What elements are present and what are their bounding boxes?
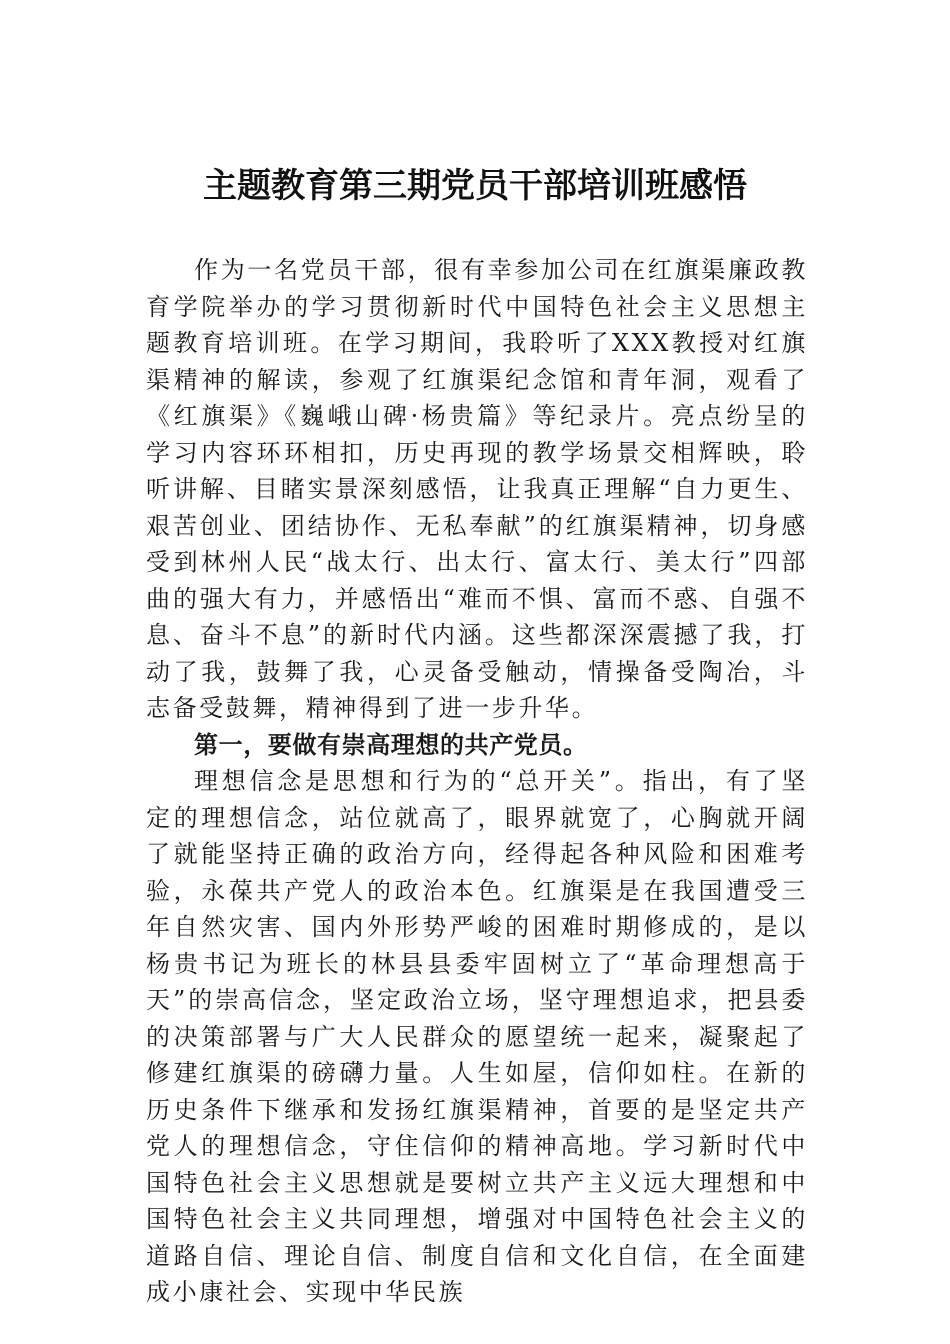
document-title: 主题教育第三期党员干部培训班感悟 — [203, 166, 747, 206]
intro-paragraph: 作为一名党员干部，很有幸参加公司在红旗渠廉政教育学院举办的学习贯彻新时代中国特色社会主义思想主题教育培训班。在学习期间，我聆听了XXX教授对红旗渠精神的解读，参观了红旗渠纪念馆和青年洞，观看了《红旗渠》《巍峨山碑·杨贵篇》等纪录片。亮点纷呈的学习内容环环相扣，历史再现的教学场景交相辉映，聆听讲解、目睹实景深刻感悟，让我真正理解“自力更生、艰苦创业、团结协作、无私奉献”的红旗渠精神，切身感受到林州人民“战太行、出太行、富太行、美太行”四部曲的强大有力，并感悟出“难而不惧、富而不惑、自强不息、奋斗不息”的新时代内涵。这些都深深震撼了我，打动了我，鼓舞了我，心灵备受触动，情操备受陶冶，斗志备受鼓舞，精神得到了进一步升华。 — [146, 256, 808, 722]
section-paragraph: 理想信念是思想和行为的“总开关”。指出，有了坚定的理想信念，站位就高了，眼界就宽了，心胸就开阔了就能坚持正确的政治方向，经得起各种风险和困难考验，永葆共产党人的政治本色。红旗渠是在我国遭受三年自然灾害、国内外形势严峻的困难时期修成的，是以杨贵书记为班长的林县县委牢固树立了“革命理想高于天”的崇高信念，坚定政治立场，坚守理想追求，把县委的决策部署与广大人民群众的愿望统一起来，凝聚起了修建红旗渠的磅礴力量。人生如屋，信仰如柱。在新的历史条件下继承和发扬红旗渠精神，首要的是坚定共产党人的理想信念，守住信仰的精神高地。学习新时代中国特色社会主义思想就是要树立共产主义远大理想和中国特色社会主义共同理想，增强对中国特色社会主义的道路自信、理论自信、制度自信和文化自信，在全面建成小康社会、实现中华民族 — [146, 767, 808, 1306]
section-heading: 第一，要做有崇高理想的共产党员。 — [194, 730, 588, 759]
document-body — [146, 252, 808, 1311]
